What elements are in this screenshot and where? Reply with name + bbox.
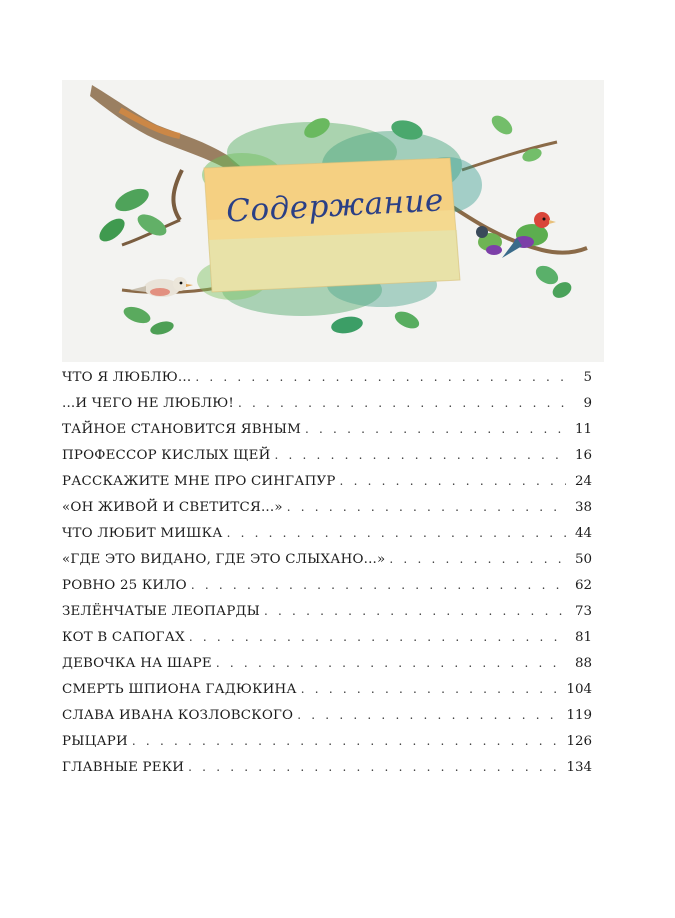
toc-entry-title: «ГДЕ ЭТО ВИДАНО, ГДЕ ЭТО СЛЫХАНО...» <box>62 552 386 567</box>
toc-entry-title: РАССКАЖИТЕ МНЕ ПРО СИНГАПУР <box>62 474 336 489</box>
toc-entry <box>62 708 592 734</box>
toc-leader-dots <box>340 474 566 488</box>
toc-entry-page-number: 44 <box>574 526 592 541</box>
toc-entry <box>62 552 592 578</box>
toc-leader-dots <box>264 604 566 618</box>
toc-entry <box>62 526 592 552</box>
toc-entry <box>62 734 592 760</box>
toc-entry-page-number: 50 <box>574 552 592 567</box>
toc-entry-page-number: 119 <box>566 708 592 723</box>
header-illustration <box>62 80 604 362</box>
toc-entry-page-number: 126 <box>566 734 592 749</box>
toc-entry-page-number: 9 <box>583 396 592 411</box>
toc-entry-title: «ОН ЖИВОЙ И СВЕТИТСЯ...» <box>62 500 283 515</box>
toc-entry-title: ПРОФЕССОР КИСЛЫХ ЩЕЙ <box>62 448 271 463</box>
toc-leader-dots <box>389 552 566 566</box>
toc-entry <box>62 474 592 500</box>
toc-entry <box>62 760 592 786</box>
toc-entry-title: ТАЙНОЕ СТАНОВИТСЯ ЯВНЫМ <box>62 422 301 437</box>
toc-entry <box>62 630 592 656</box>
toc-entry-page-number: 24 <box>574 474 592 489</box>
toc-entry-title: ЧТО ЛЮБИТ МИШКА <box>62 526 223 541</box>
toc-leader-dots <box>195 370 566 384</box>
toc-entry-page-number: 104 <box>566 682 592 697</box>
toc-entry-title: РОВНО 25 КИЛО <box>62 578 187 593</box>
toc-leader-dots <box>287 500 566 514</box>
toc-leader-dots <box>227 526 566 540</box>
toc-entry <box>62 682 592 708</box>
toc-entry-title: ...И ЧЕГО НЕ ЛЮБЛЮ! <box>62 396 234 411</box>
toc-leader-dots <box>274 448 566 462</box>
toc-entry <box>62 500 592 526</box>
toc-entry-title: СМЕРТЬ ШПИОНА ГАДЮКИНА <box>62 682 297 697</box>
toc-entry <box>62 604 592 630</box>
toc-entry-page-number: 88 <box>574 656 592 671</box>
toc-entry-page-number: 62 <box>574 578 592 593</box>
toc-entry <box>62 656 592 682</box>
toc-entry-title: ЗЕЛЁНЧАТЫЕ ЛЕОПАРДЫ <box>62 604 260 619</box>
toc-entry <box>62 422 592 448</box>
toc-entry <box>62 578 592 604</box>
toc-leader-dots <box>305 422 566 436</box>
toc-entry-title: КОТ В САПОГАХ <box>62 630 185 645</box>
toc-entry <box>62 448 592 474</box>
toc-leader-dots <box>301 682 563 696</box>
toc-entry-page-number: 73 <box>574 604 592 619</box>
table-of-contents <box>62 370 592 786</box>
toc-entry-page-number: 81 <box>574 630 592 645</box>
toc-entry-title: ЧТО Я ЛЮБЛЮ... <box>62 370 192 385</box>
toc-entry-page-number: 11 <box>574 422 592 437</box>
toc-leader-dots <box>216 656 566 670</box>
toc-entry-title: РЫЦАРИ <box>62 734 128 749</box>
toc-leader-dots <box>132 734 563 748</box>
toc-entry-title: ДЕВОЧКА НА ШАРЕ <box>62 656 212 671</box>
toc-leader-dots <box>238 396 566 410</box>
toc-entry <box>62 370 592 396</box>
toc-entry-title: СЛАВА ИВАНА КОЗЛОВСКОГО <box>62 708 294 723</box>
contents-heading: Содержание <box>225 182 445 230</box>
toc-entry-page-number: 5 <box>583 370 592 385</box>
toc-entry-page-number: 16 <box>574 448 592 463</box>
toc-leader-dots <box>191 578 566 592</box>
toc-entry <box>62 396 592 422</box>
toc-leader-dots <box>188 760 562 774</box>
toc-leader-dots <box>297 708 562 722</box>
toc-leader-dots <box>189 630 566 644</box>
toc-entry-page-number: 134 <box>566 760 592 775</box>
toc-entry-page-number: 38 <box>574 500 592 515</box>
toc-entry-title: ГЛАВНЫЕ РЕКИ <box>62 760 185 775</box>
